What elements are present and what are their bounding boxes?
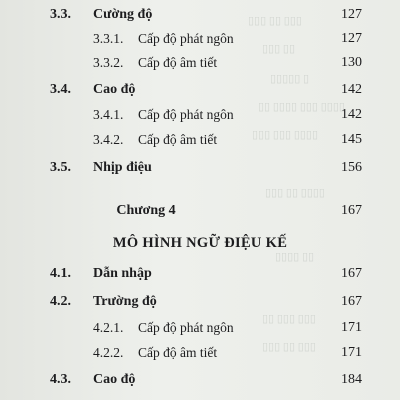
subsection-title: Cấp độ âm tiết [138, 345, 218, 360]
page-number: 167 [341, 266, 362, 281]
page-number: 127 [341, 31, 362, 46]
toc-entry [0, 263, 400, 285]
toc-entry [0, 291, 400, 313]
subsection-number: 3.4.2. [93, 132, 124, 147]
toc-entry [0, 28, 400, 50]
toc-entry [0, 317, 400, 339]
subsection-title: Cấp độ âm tiết [138, 55, 218, 70]
subsection-title: Cấp độ phát ngôn [138, 31, 234, 46]
page-number: 171 [341, 345, 362, 360]
bleed-through-text: ▯▯▯ ▯▯ [262, 43, 296, 55]
page-number: 142 [341, 82, 362, 97]
section-title: Nhịp điệu [93, 160, 152, 175]
chapter-title: MÔ HÌNH NGỮ ĐIỆU KẾ [112, 235, 288, 251]
page-number: 145 [341, 132, 362, 147]
toc-entry [0, 104, 400, 126]
subsection-title: Cấp độ phát ngôn [138, 320, 234, 335]
section-title: Cường độ [93, 7, 153, 22]
toc-entry [0, 342, 400, 364]
toc-entry [0, 129, 400, 151]
section-title: Cao độ [93, 82, 136, 97]
subsection-title: Cấp độ phát ngôn [138, 107, 234, 122]
toc-chapter-entry [0, 200, 400, 222]
page-number: 130 [341, 55, 362, 70]
subsection-title: Cấp độ âm tiết [138, 132, 218, 147]
section-number: 4.1. [50, 266, 71, 281]
subsection-number: 4.2.2. [93, 345, 124, 360]
toc-entry [0, 369, 400, 391]
subsection-number: 4.2.1. [93, 320, 124, 335]
subsection-number: 3.4.1. [93, 107, 124, 122]
toc-entry [0, 157, 400, 179]
page-number: 142 [341, 107, 362, 122]
bleed-through-text: ▯▯▯ ▯▯ ▯▯▯▯ [265, 187, 325, 199]
section-number: 3.4. [50, 82, 71, 97]
section-title: Trường độ [93, 294, 157, 309]
subsection-number: 3.3.2. [93, 55, 124, 70]
section-number: 4.3. [50, 372, 71, 387]
toc-entry [0, 52, 400, 74]
page-number: 184 [341, 372, 362, 387]
toc-entry [0, 79, 400, 101]
bleed-through-text: ▯▯▯ ▯▯ ▯▯▯ [262, 341, 316, 353]
chapter-label: Chương 4 [116, 203, 176, 218]
section-number: 4.2. [50, 294, 71, 309]
bleed-through-text: ▯▯▯ ▯▯ ▯▯▯ [248, 15, 302, 27]
section-number: 3.3. [50, 7, 71, 22]
bleed-through-text: ▯▯▯ ▯▯▯ ▯▯▯▯ [252, 129, 319, 141]
page-number: 171 [341, 320, 362, 335]
subsection-number: 3.3.1. [93, 31, 124, 46]
bleed-through-text: ▯▯ ▯▯▯▯ ▯▯▯ ▯▯▯▯ [258, 101, 345, 113]
page-number: 156 [341, 160, 362, 175]
bleed-through-text: ▯▯▯▯ ▯▯ [275, 251, 315, 263]
page-number: 167 [341, 294, 362, 309]
page-number: 167 [341, 203, 362, 218]
section-number: 3.5. [50, 160, 71, 175]
section-title: Dẫn nhập [93, 266, 152, 281]
bleed-through-text: ▯▯ ▯▯▯ ▯▯▯ [262, 313, 316, 325]
toc-entry [0, 4, 400, 26]
section-title: Cao độ [93, 372, 136, 387]
page-number: 127 [341, 7, 362, 22]
bleed-through-text: ▯▯▯▯▯ ▯ [270, 73, 310, 85]
